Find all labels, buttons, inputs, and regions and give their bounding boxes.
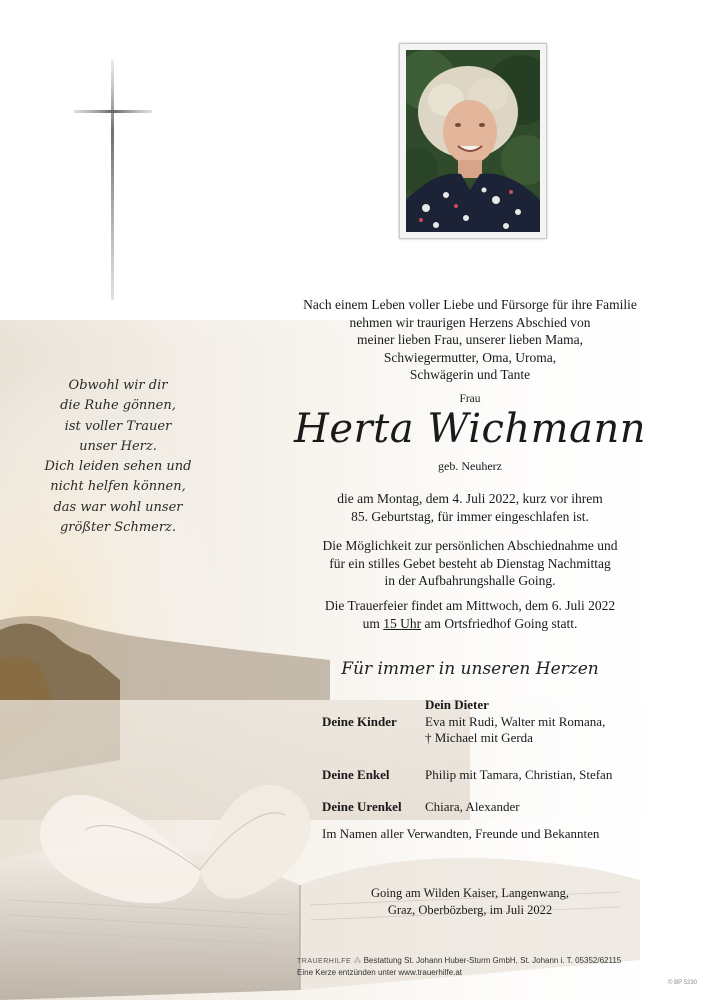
mourner-row-children <box>322 714 662 747</box>
children-line: Eva mit Rudi, Walter mit Romana, <box>425 713 606 729</box>
mourners-list <box>322 697 662 816</box>
family-line: Im Namen aller Verwandten, Freunde und Bekannten <box>322 826 600 841</box>
service-line <box>280 615 660 633</box>
service-time: 15 Uhr <box>383 615 422 631</box>
cross-icon <box>0 0 707 325</box>
title-prefix: Frau <box>459 393 481 405</box>
print-code: © BP 5230 <box>668 980 697 986</box>
children-line: † Michael mit Gerda <box>425 730 533 745</box>
children-label: Deine Kinder <box>322 713 397 729</box>
footer-candle-link[interactable]: Eine Kerze entzünden unter www.trauerhilfe.at <box>297 968 462 977</box>
service-post: am Ortsfriedhof Going statt. <box>421 615 578 631</box>
intro-text <box>280 296 660 384</box>
viewing-line: Die Möglichkeit zur persönlichen Abschiednahme und <box>322 538 618 553</box>
mourner-row-spouse <box>322 697 662 714</box>
flame-icon: ⁂ <box>353 956 362 965</box>
footer-company <box>297 956 621 965</box>
greatgrandchildren-label: Deine Urenkel <box>322 799 402 814</box>
service-line: Die Trauerfeier findet am Mittwoch, dem 6. Juli 2022 <box>324 598 616 613</box>
portrait-frame <box>399 43 547 239</box>
poem-line: größter Schmerz. <box>59 520 177 536</box>
poem-line: ist voller Trauer <box>64 418 172 434</box>
mourner-row-greatgrandchildren <box>322 799 662 816</box>
intro-line: nehmen wir traurigen Herzens Abschied von <box>349 314 591 330</box>
service-pre: um <box>362 615 384 631</box>
intro-line: Schwägerin und Tante <box>409 367 531 382</box>
poem-line: das war wohl unser <box>53 499 183 515</box>
poem-line: Obwohl wir dir <box>68 378 168 393</box>
company-line: Bestattung St. Johann Huber-Sturm GmbH, St. Johann i. T. 05352/62115 <box>363 956 622 965</box>
death-notice <box>280 490 660 525</box>
place-line: Graz, Oberbözberg, im Juli 2022 <box>387 902 553 917</box>
death-line: 85. Geburtstag, für immer eingeschlafen ist. <box>351 508 589 524</box>
viewing-line: in der Aufbahrungshalle Going. <box>384 573 556 588</box>
intro-line: Nach einem Leben voller Liebe und Fürsorge für ihre Familie <box>303 297 637 312</box>
poem-line: nicht helfen können, <box>50 479 186 495</box>
death-line: die am Montag, dem 4. Juli 2022, kurz vor ihrem <box>337 491 603 506</box>
spouse-name: Dein Dieter <box>425 697 489 712</box>
portrait-photo <box>406 50 540 232</box>
poem <box>34 376 202 538</box>
grandchildren-names: Philip mit Tamara, Christian, Stefan <box>425 766 613 782</box>
intro-line: meiner lieben Frau, unserer lieben Mama, <box>356 332 584 347</box>
viewing-line: für ein stilles Gebet besteht ab Dienstag Nachmittag <box>329 555 611 571</box>
viewing-notice <box>280 537 660 590</box>
intro-line: Schwiegermutter, Oma, Uroma, <box>383 349 557 365</box>
poem-line: die Ruhe gönnen, <box>60 398 176 414</box>
service-notice <box>280 597 660 632</box>
mourner-row-grandchildren <box>322 767 662 784</box>
poem-line: unser Herz. <box>79 438 157 454</box>
forever-heading: Für immer in unseren Herzen <box>341 659 599 679</box>
grandchildren-label: Deine Enkel <box>322 766 390 782</box>
place-date <box>330 885 610 918</box>
poem-line: Dich leiden sehen und <box>44 459 192 475</box>
birth-name: geb. Neuherz <box>438 459 502 473</box>
greatgrandchildren-names: Chiara, Alexander <box>425 799 520 814</box>
trauerhilfe-logo: TRAUERHILFE <box>297 958 352 965</box>
deceased-name: Herta Wichmann <box>294 406 646 452</box>
place-line: Going am Wilden Kaiser, Langenwang, <box>370 886 570 900</box>
